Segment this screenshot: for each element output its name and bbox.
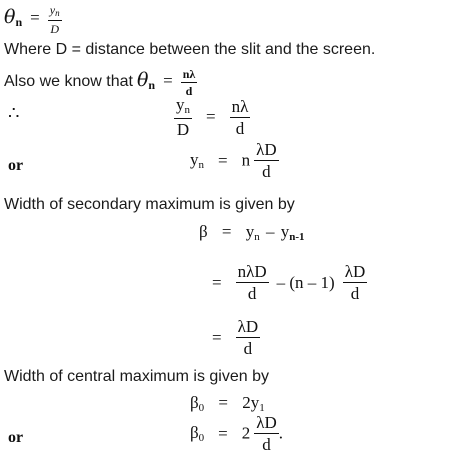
where-d-definition: Where D = distance between the slit and the screen.: [4, 41, 376, 58]
therefore-symbol: ∴: [8, 103, 20, 123]
numerator: nλ: [231, 96, 249, 116]
n-lambda-d-over-d-fraction: [236, 263, 269, 302]
theta-subscript: n: [15, 15, 23, 30]
equals-sign: =: [218, 423, 228, 443]
equals-sign: =: [221, 222, 232, 241]
yn-equation: [190, 141, 279, 180]
theta-subscript: n: [148, 78, 156, 93]
denominator: d: [235, 118, 245, 138]
beta-result: [212, 318, 260, 357]
secondary-maximum-heading: Width of secondary maximum is given by: [4, 196, 295, 213]
beta-symbol: β: [199, 222, 208, 241]
theta-definition: [4, 4, 62, 35]
denominator: D: [176, 120, 190, 139]
theta-symbol: θ: [136, 69, 149, 92]
numerator: nλ: [182, 67, 196, 81]
beta0-symbol: β: [190, 393, 199, 412]
numerator: λD: [256, 413, 277, 432]
denominator: D: [50, 22, 59, 36]
numerator: λD: [237, 317, 259, 336]
equals-sign: =: [212, 327, 222, 347]
beta-equation: [199, 222, 305, 243]
yn-1-subscript: n-1: [289, 231, 305, 243]
numerator: λD: [344, 262, 366, 281]
minus-n-minus-one: – (n – 1): [276, 272, 335, 292]
y1-subscript: 1: [259, 402, 265, 414]
yn-over-d-fraction: [174, 96, 192, 138]
also-we-know-line: [4, 68, 197, 97]
equals-sign: =: [206, 107, 216, 126]
numerator: λD: [256, 140, 277, 159]
yn-symbol: y: [245, 222, 255, 241]
n-coefficient: n: [241, 150, 251, 170]
central-maximum-heading: Width of central maximum is given by: [4, 368, 269, 385]
numerator: y: [49, 3, 56, 17]
numerator-subscript: n: [184, 104, 190, 116]
equals-sign: =: [30, 8, 40, 28]
theta-symbol: θ: [4, 6, 16, 29]
or-label: or: [8, 429, 24, 446]
yn-1-symbol: y: [280, 222, 290, 241]
yn-symbol: y: [190, 150, 199, 169]
yn-subscript: n: [198, 159, 204, 171]
beta-expansion: [212, 263, 367, 302]
numerator: y: [176, 95, 185, 114]
yn-over-d-fraction: [48, 4, 62, 35]
beta0-subscript: 0: [198, 402, 205, 414]
equals-sign: =: [218, 150, 228, 170]
yn-over-d-equation: [174, 96, 250, 138]
equals-sign: =: [163, 71, 173, 91]
lambda-d-over-d-fraction: [254, 141, 279, 180]
lambda-d-over-d-fraction: [236, 318, 261, 357]
numerator: nλD: [237, 262, 267, 281]
n-lambda-over-d-fraction: [181, 68, 198, 97]
also-we-know-text: Also we know that: [4, 73, 133, 91]
denominator: d: [243, 339, 253, 358]
two-coefficient: 2: [241, 423, 251, 443]
lambda-d-over-d-fraction: [343, 263, 368, 302]
beta0-equation: [190, 393, 265, 414]
numerator-subscript: n: [55, 8, 60, 18]
beta0-result: [190, 414, 283, 453]
yn-subscript: n: [254, 231, 260, 243]
equals-sign: =: [218, 393, 228, 412]
denominator: d: [350, 284, 360, 303]
or-label: or: [8, 157, 24, 174]
beta0-symbol: β: [190, 423, 199, 442]
denominator: d: [262, 162, 271, 181]
denominator: d: [262, 435, 271, 454]
denominator: d: [247, 284, 257, 303]
beta0-subscript: 0: [198, 432, 205, 444]
two-y: 2y: [242, 393, 260, 412]
period: .: [278, 423, 284, 443]
lambda-d-over-d-fraction: [254, 414, 279, 453]
n-lambda-over-d-fraction: [230, 98, 251, 137]
denominator: d: [185, 84, 193, 98]
equals-sign: =: [212, 272, 222, 292]
minus-sign: –: [266, 222, 275, 241]
